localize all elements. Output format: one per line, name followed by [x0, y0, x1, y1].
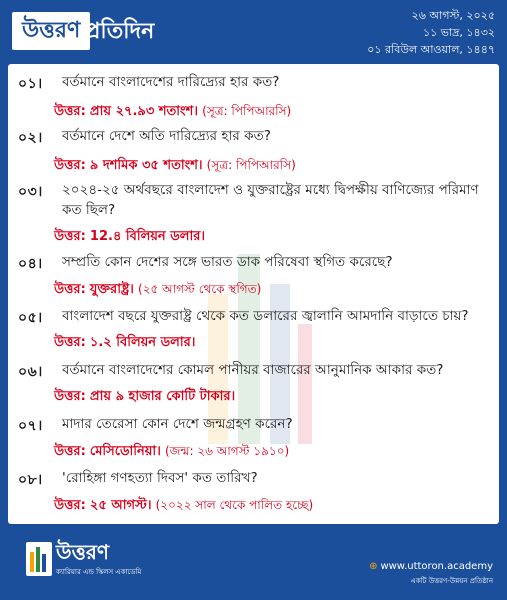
question-number: ০৬। — [18, 364, 43, 380]
question-number: ০৩। — [18, 184, 43, 200]
question-text: বর্তমানে বাংলাদেশের দারিদ্র্যের হার কত? — [62, 74, 280, 90]
question-number: ০৫। — [18, 310, 43, 326]
date-gregorian: ২৬ আগস্ট, ২০২৫ — [411, 9, 495, 22]
globe-icon: ⊕ — [369, 561, 378, 572]
question-number: ০৭। — [18, 418, 43, 434]
footer-logo-name: উত্তরণ — [56, 540, 109, 564]
date-hijri: ০১ রবিউল আওয়াল, ১৪৪৭ — [367, 43, 495, 56]
answer-note: (২৫ আগস্ট থেকে স্থগিত) — [138, 282, 262, 296]
brand-badge — [12, 12, 90, 50]
answer-text: ২৫ আগস্ট। — [89, 498, 152, 513]
question-text: মাদার তেরেসা কোন দেশে জন্মগ্রহণ করেন? — [62, 416, 293, 432]
question-text: বাংলাদেশ বছরে যুক্তরাষ্ট্র থেকে কত ডলারের জ্বালানি আমদানি বাড়াতে চায়? — [62, 308, 469, 324]
answer-text: মেসিডোনিয়া। — [89, 444, 161, 459]
answer-line — [54, 102, 291, 121]
answer-note: (সূত্র: পিপিআরসি) — [206, 158, 296, 172]
website-link[interactable]: www.uttoron.academy — [380, 561, 493, 572]
question-text: বর্তমানে বাংলাদেশের কোমল পানীয়র বাজারের আনুমানিক আকার কত? — [62, 362, 444, 378]
header — [0, 0, 507, 64]
answer-text: যুক্তরাষ্ট্র। — [89, 282, 134, 297]
question-text: সম্প্রতি কোন দেশের সঙ্গে ভারত ডাক পরিষেবা স্থগিত করেছে? — [62, 254, 393, 270]
website-subtitle: একটি উত্তরণ-উন্নয়ন প্রতিষ্ঠান — [410, 577, 493, 585]
answer-label: উত্তর: — [54, 158, 86, 173]
uttoron-logo-icon — [26, 538, 52, 578]
answer-text: ১.২ বিলিয়ন ডলার। — [89, 335, 196, 350]
answer-label: উত্তর: — [54, 498, 86, 513]
answer-label: উত্তর: — [54, 389, 86, 404]
answer-note: (জন্ম: ২৬ আগস্ট ১৯১০) — [164, 444, 290, 458]
question-number: ০২। — [18, 130, 43, 146]
answer-text: প্রায় ২৭.৯৩ শতাংশ। — [89, 104, 198, 119]
footer-website-block — [369, 560, 493, 588]
answer-line — [54, 156, 296, 175]
answer-label: উত্তর: — [54, 104, 86, 119]
answer-label: উত্তর: — [54, 444, 86, 459]
qa-panel — [8, 64, 499, 524]
date-bangla: ১১ ভাদ্র, ১৪৩২ — [422, 26, 495, 39]
answer-line — [54, 442, 289, 461]
answer-line — [54, 280, 261, 299]
question-text: বর্তমানে দেশে অতি দারিদ্র্যের হার কত? — [62, 128, 271, 144]
question-text: ২০২৪-২৫ অর্থবছরে বাংলাদেশ ও যুক্তরাষ্ট্রের মধ্যে দ্বিপক্ষীয় বাণিজ্যের পরিমাণ কত ছিল? — [62, 182, 479, 218]
answer-text: প্রায় ৯ হাজার কোটি টাকার। — [89, 389, 236, 404]
question-text: 'রোহিঙ্গা গণহত্যা দিবস' কত তারিখ? — [62, 470, 258, 486]
page-title: প্রতিদিন — [84, 19, 155, 44]
brand-name: উত্তরণ — [22, 17, 81, 43]
question-number: ০৮। — [18, 472, 43, 488]
answer-label: উত্তর: — [54, 229, 86, 244]
answer-note: (২০২২ সাল থেকে পালিত হচ্ছে) — [155, 498, 314, 512]
date-block — [367, 7, 495, 58]
question-number: ০৪। — [18, 256, 43, 272]
answer-text: 12.৪ বিলিয়ন ডলার। — [89, 229, 206, 244]
answer-text: ৯ দশমিক ৩৫ শতাংশ। — [89, 158, 203, 173]
answer-note: (সূত্র: পিপিআরসি) — [202, 104, 292, 118]
answer-line — [54, 334, 195, 352]
footer-logo-tagline: ক্যারিয়ার এন্ড স্কিলস একাডেমি — [56, 568, 142, 576]
question-number: ০১। — [18, 76, 43, 92]
answer-line — [54, 388, 235, 406]
answer-label: উত্তর: — [54, 335, 86, 350]
footer — [0, 524, 507, 600]
answer-label: উত্তর: — [54, 282, 86, 297]
answer-line — [54, 496, 313, 515]
answer-line — [54, 228, 205, 246]
